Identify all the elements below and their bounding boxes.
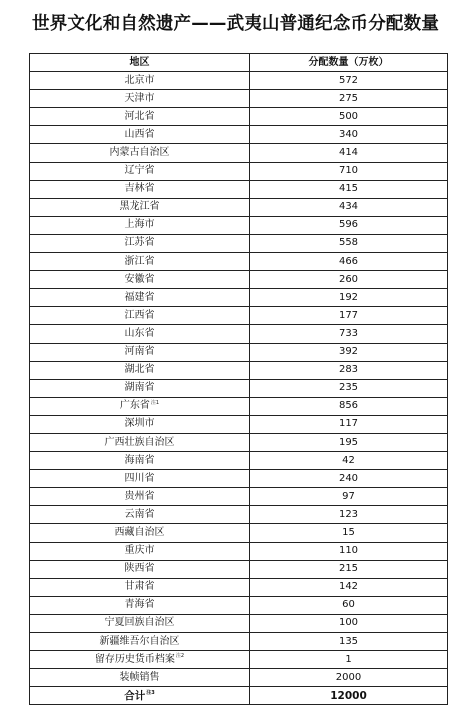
table-row	[30, 180, 448, 198]
quantity-cell: 340	[250, 126, 448, 144]
table-row	[30, 90, 448, 108]
quantity-cell: 123	[250, 506, 448, 524]
footnote-marker: 注1	[150, 400, 160, 406]
allocation-table-container	[29, 53, 447, 705]
region-cell	[30, 506, 250, 524]
region-name: 江西省	[124, 309, 155, 321]
quantity-cell: 110	[250, 542, 448, 560]
region-name: 山西省	[124, 128, 155, 140]
region-cell	[30, 524, 250, 542]
region-name: 广西壮族自治区	[104, 436, 175, 448]
region-cell	[30, 180, 250, 198]
region-cell	[30, 162, 250, 180]
region-name: 深圳市	[124, 418, 155, 430]
table-row	[30, 470, 448, 488]
quantity-cell: 192	[250, 289, 448, 307]
table-row	[30, 234, 448, 252]
table-row	[30, 651, 448, 669]
region-cell	[30, 452, 250, 470]
header-region: 地区	[30, 54, 250, 72]
page-title: 世界文化和自然遗产——武夷山普通纪念币分配数量	[31, 14, 440, 34]
region-name: 四川省	[124, 472, 155, 484]
quantity-cell: 177	[250, 307, 448, 325]
region-cell	[30, 596, 250, 614]
region-name: 陕西省	[124, 563, 155, 575]
table-body	[30, 72, 448, 705]
region-name: 甘肃省	[124, 581, 155, 593]
region-name: 安徽省	[124, 273, 155, 285]
quantity-cell: 572	[250, 72, 448, 90]
region-cell	[30, 651, 250, 669]
region-name: 云南省	[124, 508, 155, 520]
quantity-cell: 733	[250, 325, 448, 343]
table-row	[30, 162, 448, 180]
quantity-cell: 500	[250, 108, 448, 126]
region-name: 上海市	[124, 219, 155, 231]
table-row	[30, 126, 448, 144]
region-cell	[30, 633, 250, 651]
region-name: 河南省	[124, 346, 155, 358]
region-name: 留存历史货币档案	[94, 653, 175, 665]
quantity-cell: 135	[250, 633, 448, 651]
quantity-cell: 215	[250, 560, 448, 578]
quantity-cell: 42	[250, 452, 448, 470]
region-cell	[30, 470, 250, 488]
table-row	[30, 488, 448, 506]
table-row	[30, 379, 448, 397]
quantity-cell: 392	[250, 343, 448, 361]
table-row	[30, 289, 448, 307]
table-row	[30, 307, 448, 325]
quantity-cell: 275	[250, 90, 448, 108]
quantity-cell: 195	[250, 433, 448, 451]
table-row	[30, 560, 448, 578]
quantity-cell: 596	[250, 216, 448, 234]
region-cell	[30, 90, 250, 108]
region-cell	[30, 415, 250, 433]
region-name: 福建省	[124, 291, 155, 303]
region-cell	[30, 216, 250, 234]
region-name: 新疆维吾尔自治区	[99, 635, 180, 647]
quantity-cell: 100	[250, 614, 448, 632]
table-row	[30, 343, 448, 361]
region-cell	[30, 72, 250, 90]
region-name: 内蒙古自治区	[109, 147, 170, 159]
region-cell	[30, 361, 250, 379]
table-row	[30, 452, 448, 470]
table-row	[30, 216, 448, 234]
quantity-cell: 240	[250, 470, 448, 488]
region-name: 北京市	[124, 74, 155, 86]
quantity-cell: 434	[250, 198, 448, 216]
table-row	[30, 614, 448, 632]
region-cell	[30, 578, 250, 596]
region-cell	[30, 289, 250, 307]
table-row	[30, 542, 448, 560]
quantity-cell: 15	[250, 524, 448, 542]
table-row	[30, 361, 448, 379]
table-row	[30, 415, 448, 433]
footnote-marker: 注3	[146, 690, 155, 697]
quantity-cell: 2000	[250, 669, 448, 687]
quantity-cell: 260	[250, 271, 448, 289]
region-name: 黑龙江省	[119, 201, 160, 213]
region-cell	[30, 379, 250, 397]
region-cell	[30, 325, 250, 343]
table-row	[30, 506, 448, 524]
region-cell	[30, 669, 250, 687]
region-name: 河北省	[124, 110, 155, 122]
total-label-cell	[30, 687, 250, 705]
region-cell	[30, 126, 250, 144]
region-name: 广东省	[119, 400, 150, 412]
total-label: 合计	[124, 689, 146, 702]
region-name: 浙江省	[124, 255, 155, 267]
quantity-cell: 283	[250, 361, 448, 379]
table-row	[30, 596, 448, 614]
quantity-cell: 415	[250, 180, 448, 198]
region-name: 宁夏回族自治区	[104, 617, 175, 629]
region-name: 湖北省	[124, 364, 155, 376]
region-name: 湖南省	[124, 382, 155, 394]
region-name: 吉林省	[124, 183, 155, 195]
region-cell	[30, 234, 250, 252]
footnote-marker: 注2	[175, 653, 185, 660]
region-cell	[30, 560, 250, 578]
quantity-cell: 97	[250, 488, 448, 506]
region-cell	[30, 343, 250, 361]
quantity-cell: 466	[250, 253, 448, 271]
region-cell	[30, 198, 250, 216]
quantity-cell: 856	[250, 397, 448, 415]
region-cell	[30, 397, 250, 415]
region-name: 辽宁省	[124, 165, 155, 177]
region-name: 海南省	[124, 454, 155, 466]
quantity-cell: 1	[250, 651, 448, 669]
allocation-table	[29, 53, 448, 705]
table-row	[30, 433, 448, 451]
quantity-cell: 710	[250, 162, 448, 180]
region-name: 江苏省	[124, 237, 155, 249]
region-cell	[30, 433, 250, 451]
table-row	[30, 198, 448, 216]
region-name: 装帧销售	[119, 671, 160, 683]
region-name: 贵州省	[124, 490, 155, 502]
table-row	[30, 253, 448, 271]
quantity-cell: 117	[250, 415, 448, 433]
quantity-cell: 558	[250, 234, 448, 252]
region-cell	[30, 488, 250, 506]
table-row	[30, 325, 448, 343]
table-row	[30, 524, 448, 542]
region-name: 西藏自治区	[114, 526, 165, 538]
table-row	[30, 271, 448, 289]
region-name: 青海省	[124, 599, 155, 611]
quantity-cell: 414	[250, 144, 448, 162]
region-cell	[30, 108, 250, 126]
table-row	[30, 72, 448, 90]
region-cell	[30, 307, 250, 325]
region-name: 天津市	[124, 92, 155, 104]
region-cell	[30, 271, 250, 289]
region-cell	[30, 614, 250, 632]
table-row	[30, 669, 448, 687]
total-quantity: 12000	[250, 687, 448, 705]
total-row	[30, 687, 448, 705]
region-cell	[30, 144, 250, 162]
table-row	[30, 397, 448, 415]
quantity-cell: 60	[250, 596, 448, 614]
region-name: 山东省	[124, 327, 155, 339]
table-row	[30, 144, 448, 162]
table-row	[30, 633, 448, 651]
quantity-cell: 235	[250, 379, 448, 397]
table-header-row	[30, 54, 448, 72]
region-cell	[30, 542, 250, 560]
region-name: 重庆市	[124, 545, 155, 557]
quantity-cell: 142	[250, 578, 448, 596]
header-quantity: 分配数量（万枚）	[250, 54, 448, 72]
table-row	[30, 108, 448, 126]
region-cell	[30, 253, 250, 271]
table-row	[30, 578, 448, 596]
